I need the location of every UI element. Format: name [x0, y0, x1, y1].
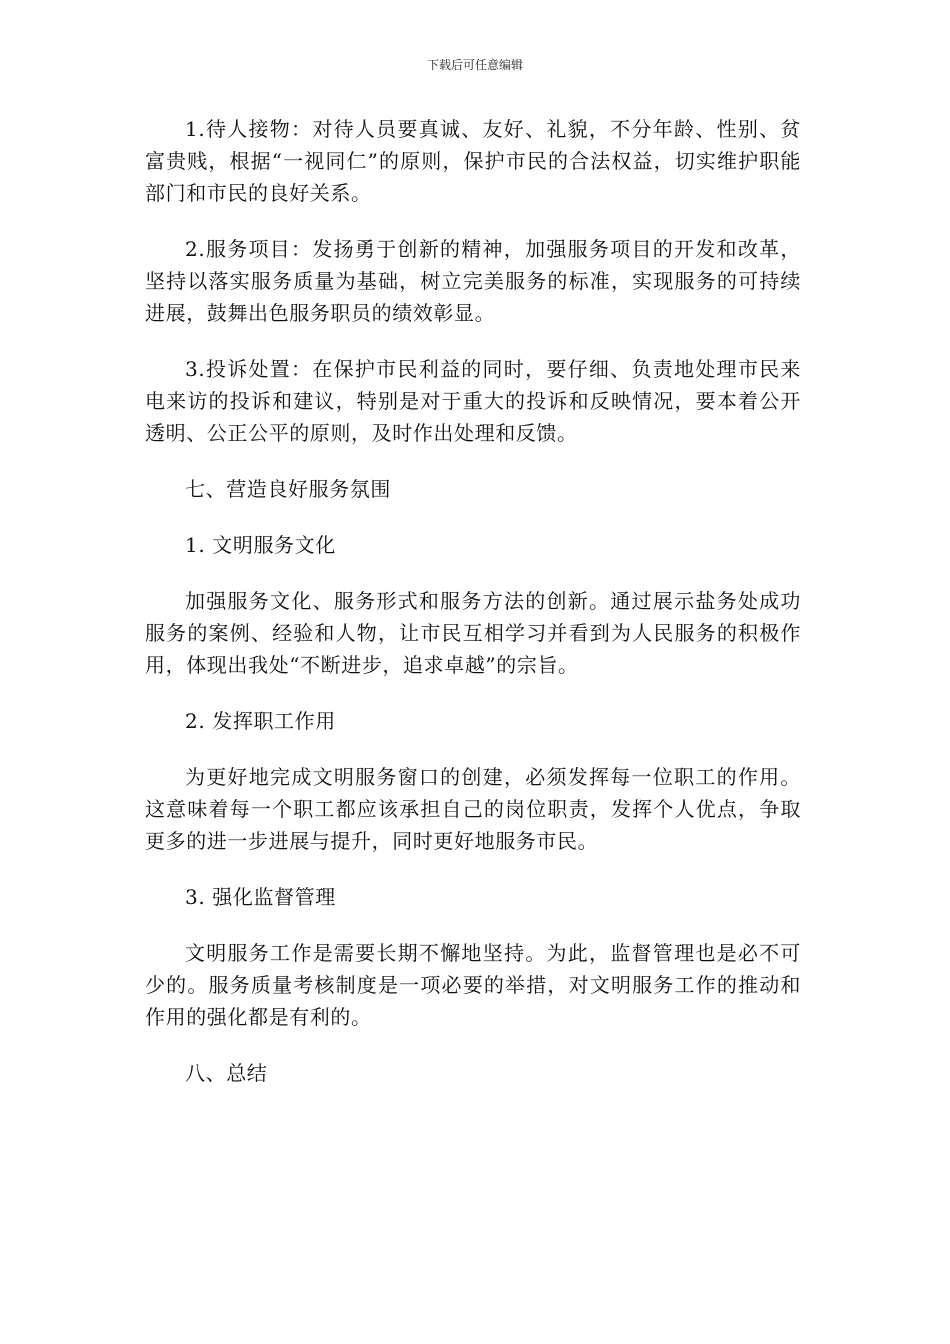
- document-body: [145, 113, 801, 1113]
- subheading-civilized-culture: 1. 文明服务文化: [185, 533, 336, 557]
- paragraph-service-items: 2.服务项目：发扬勇于创新的精神，加强服务项目的开发和改革，坚持以落实服务质量为基础，树立完美服务的标准，实现服务的可持续进展，鼓舞出色服务职员的绩效彰显。: [145, 237, 801, 325]
- section-heading-seven: 七、营造良好服务氛围: [185, 477, 391, 501]
- paragraph-hospitality: 1.待人接物：对待人员要真诚、友好、礼貌，不分年龄、性别、贫富贵贱，根据“一视同仁”的原则，保护市民的合法权益，切实维护职能部门和市民的良好关系。: [145, 117, 801, 205]
- paragraph-civilized-culture: 加强服务文化、服务形式和服务方法的创新。通过展示盐务处成功服务的案例、经验和人物，让市民互相学习并看到为人民服务的积极作用，体现出我处“不断进步，追求卓越”的宗旨。: [145, 589, 801, 677]
- paragraph-staff-role: 为更好地完成文明服务窗口的创建，必须发挥每一位职工的作用。这意味着每一个职工都应该承担自己的岗位职责，发挥个人优点，争取更多的进一步进展与提升，同时更好地服务市民。: [145, 765, 801, 853]
- paragraph-supervision: 文明服务工作是需要长期不懈地坚持。为此，监督管理也是必不可少的。服务质量考核制度是一项必要的举措，对文明服务工作的推动和作用的强化都是有利的。: [145, 941, 801, 1029]
- paragraph-complaint-handling: 3.投诉处置：在保护市民利益的同时，要仔细、负责地处理市民来电来访的投诉和建议，特别是对于重大的投诉和反映情况，要本着公开透明、公正公平的原则，及时作出处理和反馈。: [145, 357, 801, 445]
- page-header: 下载后可任意编辑: [426, 58, 523, 72]
- subheading-supervision: 3. 强化监督管理: [185, 885, 336, 909]
- section-heading-eight: 八、总结: [185, 1061, 268, 1085]
- subheading-staff-role: 2. 发挥职工作用: [185, 709, 336, 733]
